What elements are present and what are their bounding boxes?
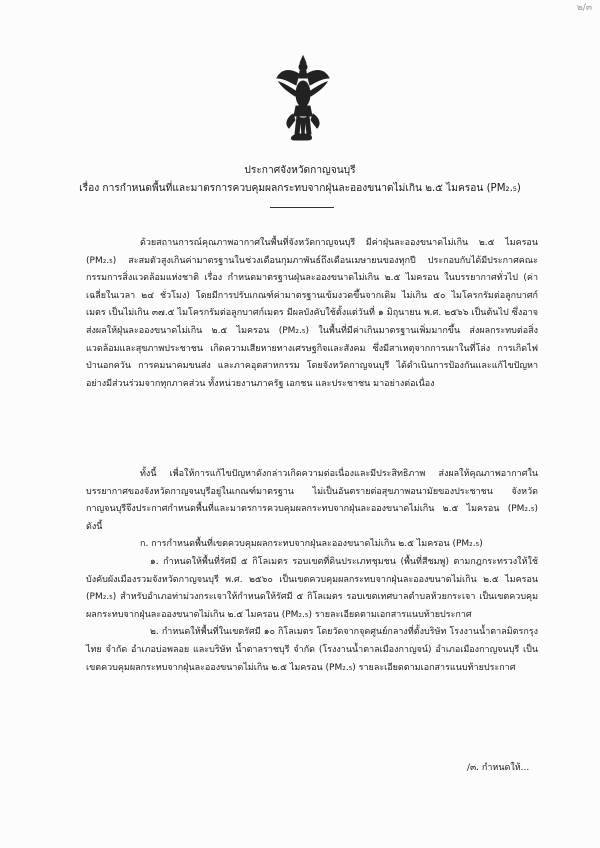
- clause-2: ๒. กำหนดให้พื้นที่ในเขตรัศมี ๑๐ กิโลเมตร โดยวัดจากจุดศูนย์กลางที่ตั้งบริษัท โรงงานน้ำตาลมิตรกรุงไทย จำกัด อำเภอบ่อพลอย และบริษัท น้ำตาลราชบุรี จำกัด (โรงงานน้ำตาลเมืองกาญจน์) อำเภอเมืองกาญจนบุรี เป็นเขตควบคุมผลกระทบจากฝุ่นละอองขนาดไม่เกิน ๒.๕ ไมครอน (PM₂.₅) รายละเอียดตามเอกสารแนบท้ายประกาศ: [86, 627, 538, 673]
- section-heading-a: ก. การกำหนดพื้นที่เขตควบคุมผลกระทบจากฝุ่นละอองขนาดไม่เกิน ๒.๕ ไมครอน (PM₂.₅): [140, 539, 483, 550]
- document-subject: เรื่อง การกำหนดพื้นที่และมาตรการควบคุมผลกระทบจากฝุ่นละอองขนาดไม่เกิน ๒.๕ ไมครอน (PM₂.₅): [79, 183, 521, 194]
- document-title: ประกาศจังหวัดกาญจนบุรี: [244, 165, 356, 176]
- garuda-emblem-icon: [275, 54, 331, 144]
- measures-section: [86, 466, 538, 677]
- paragraph-purpose: ทั้งนี้ เพื่อให้การแก้ไขปัญหาดังกล่าวเกิดความต่อเนื่องและมีประสิทธิภาพ ส่งผลให้คุณภาพอากาศในบรรยากาศของจังหวัดกาญจนบุรีอยู่ในเกณฑ์มาตรฐาน ไม่เป็นอันตรายต่อสุขภาพอนามัยของประชาชน จังหวัดกาญจนบุรีจึงประกาศกำหนดพื้นที่และมาตรการควบคุมผลกระทบจากฝุ่นละอองขนาดไม่เกิน ๒.๕ ไมครอน (PM₂.₅) ดังนี้: [86, 469, 538, 532]
- clause-1: ๑. กำหนดให้พื้นที่รัศมี ๕ กิโลเมตร รอบเขตที่ดินประเภทชุมชน (พื้นที่สีชมพู) ตามกฎกระทรวงให้ใช้บังคับผังเมืองรวมจังหวัดกาญจนบุรี พ.ศ. ๒๕๖๐ เป็นเขตควบคุมผลกระทบจากฝุ่นละอองขนาดไม่เกิน ๒.๕ ไมครอน (PM₂.₅) สำหรับอำเภอท่าม่วงกระเจาให้กำหนดให้รัศมี ๕ กิโลเมตร รอบเขตเทศบาลตำบลห้วยกระเจา เป็นเขตควบคุมผลกระทบจากฝุ่นละอองขนาดไม่เกิน ๒.๕ ไมครอน (PM₂.₅) รายละเอียดตามเอกสารแนบท้ายประกาศ: [86, 556, 538, 620]
- paragraph-background: ด้วยสถานการณ์คุณภาพอากาศในพื้นที่จังหวัดกาญจนบุรี มีค่าฝุ่นละอองขนาดไม่เกิน ๒.๕ ไมครอน (PM₂.₅) สะสมตัวสูงเกินค่ามาตรฐานในช่วงเดือนกุมภาพันธ์ถึงเดือนเมษายนของทุกปี ประกอบกับได้มีประกาศคณะกรรมการสิ่งแวดล้อมแห่งชาติ เรื่อง กำหนดมาตรฐานฝุ่นละอองขนาดไม่เกิน ๒.๕ ไมครอน ในบรรยากาศทั่วไป (ค่าเฉลี่ยในเวลา ๒๔ ชั่วโมง) โดยมีการปรับเกณฑ์ค่ามาตรฐานเข้มงวดขึ้นจากเดิม ไม่เกิน ๕๐ ไมโครกรัมต่อลูกบาศก์เมตร เป็นไม่เกิน ๓๗.๕ ไมโครกรัมต่อลูกบาศก์เมตร มีผลบังคับใช้ตั้งแต่วันที่ ๑ มิถุนายน พ.ศ. ๒๕๖๖ เป็นต้นไป ซึ่งอาจส่งผลให้ฝุ่นละอองขนาดไม่เกิน ๒.๕ ไมครอน (PM₂.₅) ในพื้นที่มีค่าเกินมาตรฐานเพิ่มมากขึ้น ส่งผลกระทบต่อสิ่งแวดล้อมและสุขภาพประชาชน เกิดความเสียหายทางเศรษฐกิจและสังคม ซึ่งมีสาเหตุจากการเผาในที่โล่ง การเกิดไฟป่านอกควัน การคมนาคมขนส่ง และภาคอุตสาหกรรม โดยจังหวัดกาญจนบุรี ได้ดำเนินการป้องกันและแก้ไขปัญหาอย่างมีส่วนร่วมจากทุกภาคส่วน ทั้งหน่วยงานภาครัฐ เอกชน และประชาชน มาอย่างต่อเนื่อง: [86, 238, 538, 389]
- intro-section: [86, 235, 538, 393]
- title-divider: [270, 207, 334, 208]
- page-number: ๒/๓: [576, 3, 592, 13]
- continuation-note: /๓. กำหนดให้...: [467, 763, 530, 773]
